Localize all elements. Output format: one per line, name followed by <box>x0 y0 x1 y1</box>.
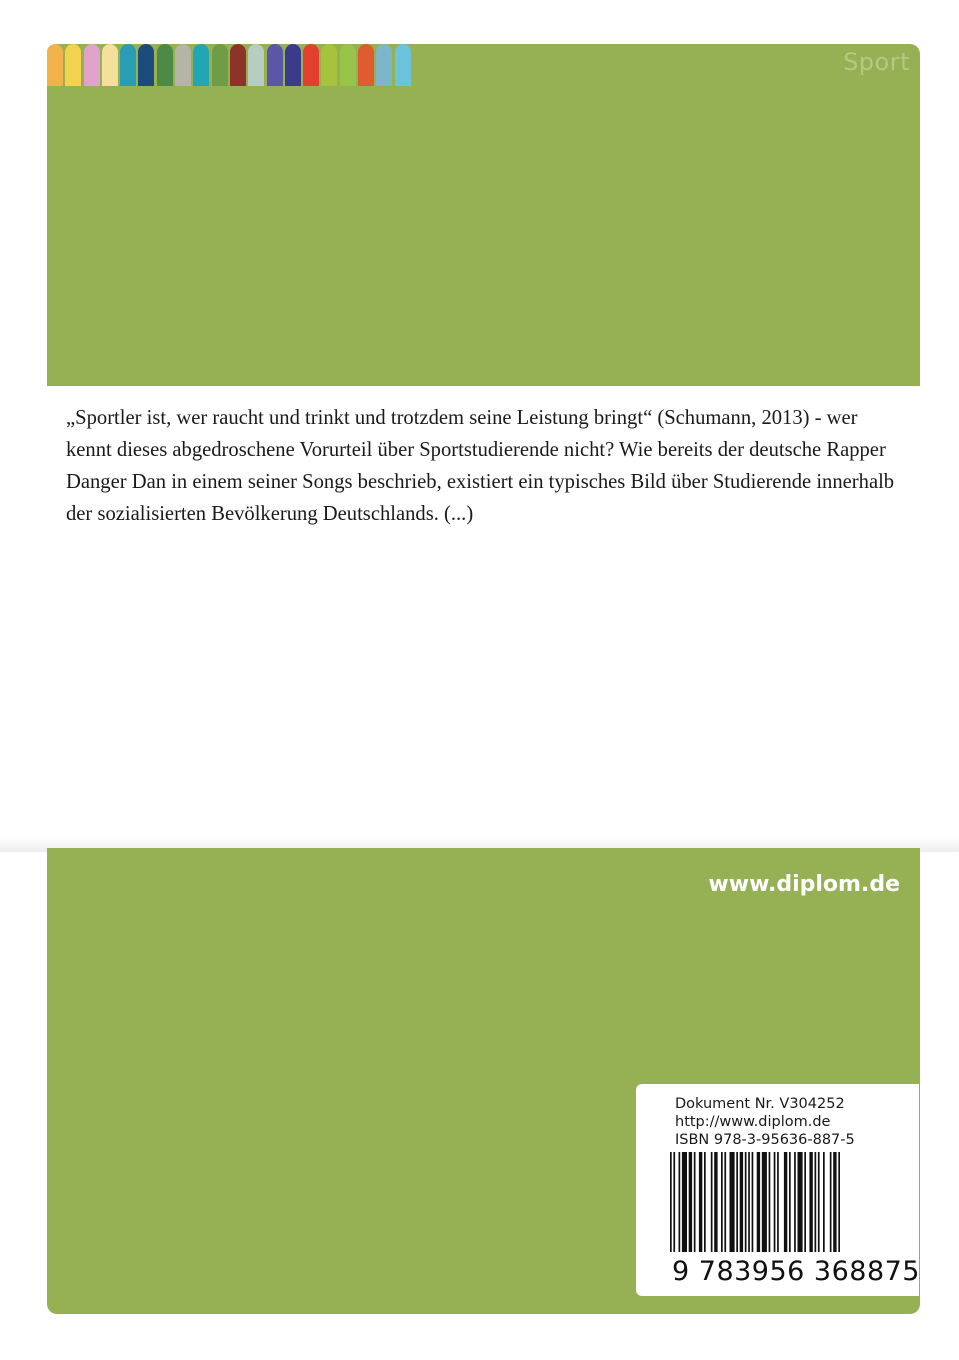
color-tab <box>175 44 191 86</box>
barcode-image <box>668 1152 904 1254</box>
color-tab <box>120 44 136 86</box>
top-color-panel <box>47 44 920 386</box>
color-tab <box>340 44 356 86</box>
category-label: Sport <box>843 48 910 76</box>
color-tab <box>376 44 392 86</box>
color-tab <box>395 44 411 86</box>
color-tab <box>157 44 173 86</box>
isbn-number: ISBN 978-3-95636-887-5 <box>675 1132 855 1148</box>
color-tab <box>267 44 283 86</box>
color-tab <box>138 44 154 86</box>
color-tab <box>102 44 118 86</box>
barcode-digits: 9 783956 368875 <box>672 1256 920 1287</box>
color-tab <box>193 44 209 86</box>
document-number: Dokument Nr. V304252 <box>675 1096 845 1112</box>
blurb-text: „Sportler ist, wer raucht und trinkt und trotzdem seine Leistung bringt“ (Schumann, 2013) - wer kennt dieses abgedroschene Vorurteil über Sportstudierende nicht? Wie bereits der deutsche Rapper Danger Dan in einem seiner Songs beschrieb, existiert ein typisches Bild über Studierende innerhalb der sozialisierten Bevölkerung Deutschlands. (...) <box>66 407 895 525</box>
publisher-url: http://www.diplom.de <box>675 1114 831 1130</box>
website-label: www.diplom.de <box>708 872 900 897</box>
color-tab <box>358 44 374 86</box>
color-tab <box>65 44 81 86</box>
color-tab <box>303 44 319 86</box>
color-tab <box>84 44 100 86</box>
color-tab <box>285 44 301 86</box>
color-tab-strip <box>47 44 413 86</box>
color-tab <box>212 44 228 86</box>
color-tab <box>248 44 264 86</box>
color-tab <box>47 44 63 86</box>
color-tab <box>230 44 246 86</box>
color-tab <box>321 44 337 86</box>
isbn-info-box <box>636 1084 919 1296</box>
